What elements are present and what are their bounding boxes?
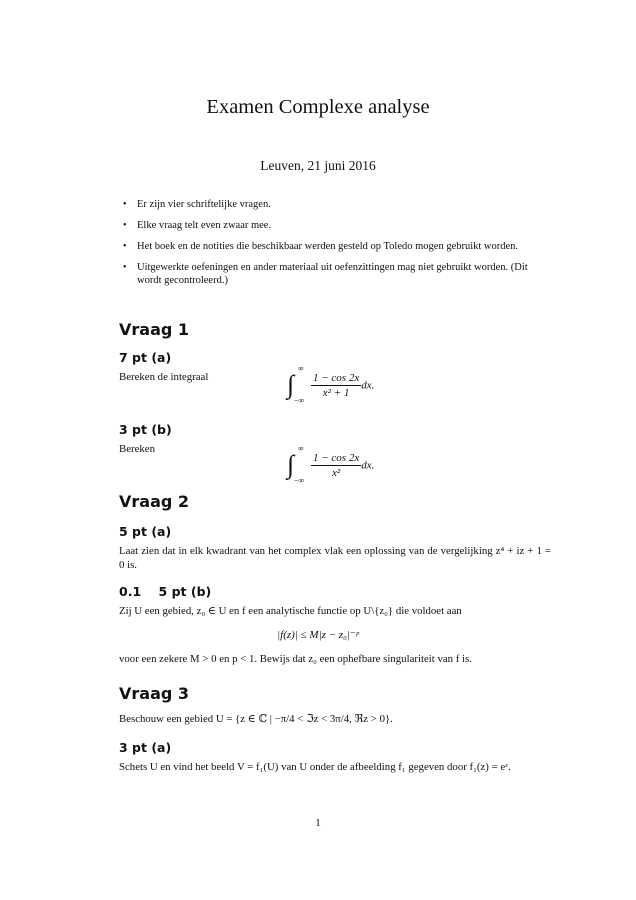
instruction-item: • Elke vraag telt even zwaar mee. — [123, 220, 272, 231]
question-2a-text: Laat zien dat in elk kwadrant van het complex vlak een oplossing van de vergelijking z⁴ + iz + 1 = 0 is. — [119, 545, 551, 571]
question-3-text: Beschouw een gebied U = {z ∈ ℂ | −π/4 < ℑz < 3π/4, ℜz > 0}. — [119, 713, 393, 725]
question-3-heading: Vraag 3 — [119, 684, 190, 703]
place-date: Leuven, 21 juni 2016 — [260, 158, 376, 173]
integral-sign: ∫ — [287, 370, 295, 399]
question-3a-heading: 3 pt (a) — [119, 740, 172, 755]
instructions-list — [119, 198, 549, 295]
question-2b-heading: 0.1 5 pt (b) — [119, 584, 212, 599]
integral-sign: ∫ — [287, 450, 295, 479]
integral-1a: ∫ ∞ −∞ $\frac{1 - \cos 2x}{\text{x² + 1}}$ dx. — [287, 364, 375, 405]
fraction: $\frac{1 - \cos 2x}{\text{x² + 1}}$ — [313, 372, 360, 399]
question-2b-formula: |f(z)| ≤ M|z − z₀|⁻ᵖ — [277, 629, 359, 641]
question-1b-heading: 3 pt (b) — [119, 422, 172, 437]
instruction-item: • Het boek en de notities die beschikbaar werden gesteld op Toledo mogen gebruikt worden. — [123, 241, 519, 252]
question-2b-text: Zij U een gebied, z₀ ∈ U en f een analytische functie op U\{z₀} die voldoet aan — [119, 605, 462, 617]
question-3a-text: Schets U en vind het beeld V = f₁(U) van U onder de afbeelding f₁ gegeven door f₁(z) = eᶻ. — [119, 761, 511, 773]
document-title: Examen Complexe analyse — [206, 96, 430, 118]
bullet-icon: • — [123, 241, 127, 252]
instruction-item: • Uitgewerkte oefeningen en ander materiaal uit oefenzittingen mag niet gebruikt worden. (Dit wordt gecontroleerd.) — [123, 262, 528, 286]
bullet-icon: • — [123, 220, 127, 231]
question-1b-text: Bereken — [119, 443, 155, 455]
question-2b-text-2: voor een zekere M > 0 en p < 1. Bewijs dat z₀ een ophefbare singulariteit van f is. — [119, 653, 472, 665]
question-1-heading: Vraag 1 — [119, 320, 190, 339]
bullet-icon: • — [123, 262, 127, 273]
question-1a-heading: 7 pt (a) — [119, 350, 172, 365]
page-number: 1 — [315, 817, 321, 829]
integral-1b: ∫ ∞ −∞ $\frac{1 - \cos 2x}{\text{x²}}$ dx. — [287, 444, 375, 485]
question-2a-heading: 5 pt (a) — [119, 524, 172, 539]
question-2-heading: Vraag 2 — [119, 492, 190, 511]
fraction: $\frac{1 - \cos 2x}{\text{x²}}$ — [313, 452, 360, 479]
bullet-icon: • — [123, 199, 127, 210]
question-1a-text: Bereken de integraal — [119, 371, 209, 383]
instruction-item: • Er zijn vier schriftelijke vragen. — [123, 199, 271, 210]
